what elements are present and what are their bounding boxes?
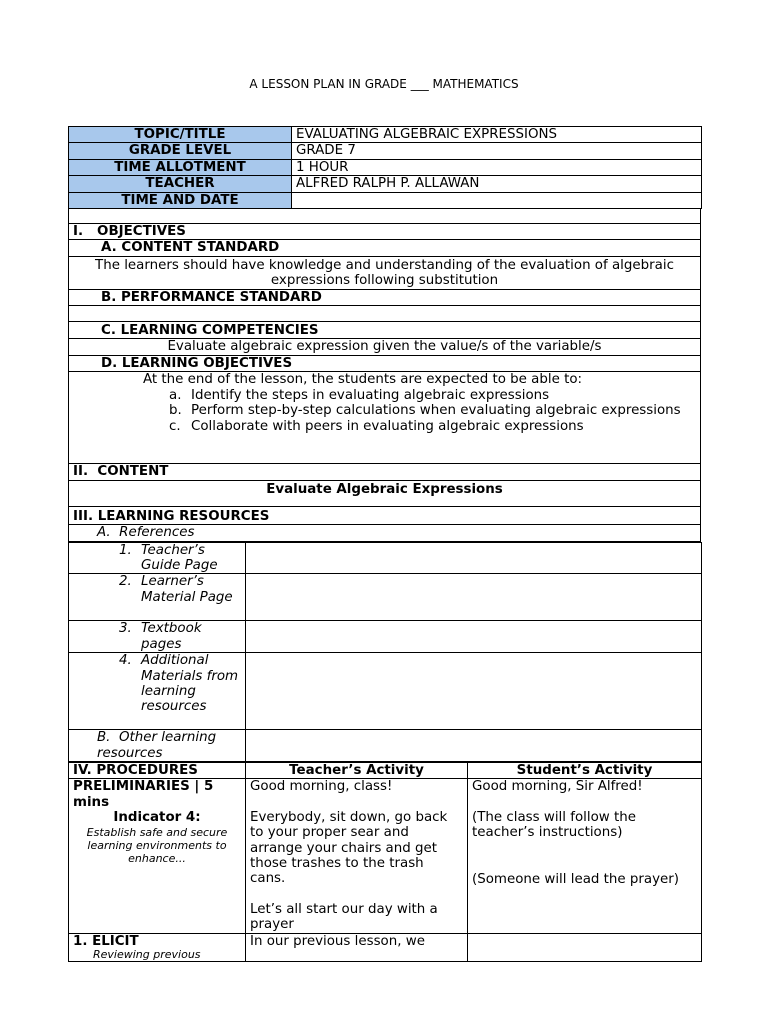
info-label: TIME ALLOTMENT — [69, 159, 292, 175]
references-heading: A. References — [69, 525, 701, 541]
info-value: GRADE 7 — [292, 143, 702, 159]
objectives-heading: I. OBJECTIVES — [69, 224, 701, 240]
info-label: GRADE LEVEL — [69, 143, 292, 159]
info-row-topic — [69, 127, 702, 143]
indicator-text: Establish safe and secure learning environments to enhance... — [86, 825, 228, 865]
lesson-plan-sheet — [68, 126, 701, 962]
list-item: c. Collaborate with peers in evaluating algebraic expressions — [169, 418, 584, 434]
references-value — [246, 574, 702, 621]
info-row-teacher — [69, 176, 702, 192]
student-line: (The class will follow the teacher’s instructions) — [472, 809, 636, 841]
table-row: 2. Learner’s Material Page — [69, 574, 702, 621]
table-row: 1. Teacher’s Guide Page — [69, 542, 702, 574]
objectives-table — [68, 209, 701, 541]
info-value: 1 HOUR — [292, 159, 702, 175]
learning-objectives-intro: At the end of the lesson, the students are expected to be able to: — [143, 372, 583, 388]
references-value — [246, 542, 702, 574]
performance-standard-heading: B. PERFORMANCE STANDARD — [69, 289, 701, 305]
info-value — [292, 192, 702, 208]
performance-standard-text — [69, 306, 701, 322]
student-line: (Someone will lead the prayer) — [472, 871, 679, 887]
indicator-label: Indicator 4: — [113, 810, 201, 826]
teacher-line: Let’s all start our day with a prayer — [250, 901, 438, 933]
references-value — [246, 730, 702, 762]
references-value — [246, 653, 702, 730]
content-standard-heading: A. CONTENT STANDARD — [69, 240, 701, 256]
teacher-col-header: Teacher’s Activity — [246, 762, 468, 778]
info-value: EVALUATING ALGEBRAIC EXPRESSIONS — [292, 127, 702, 143]
learning-objectives-list — [73, 388, 696, 434]
teacher-line: Everybody, sit down, go back to your proper sear and arrange your chairs and get those trashes to the trash cans. — [250, 809, 448, 887]
preliminaries-title: PRELIMINARIES | 5 mins — [73, 779, 214, 810]
table-row: B. Other learning resources — [69, 730, 702, 762]
spacer-row — [69, 209, 701, 224]
preliminaries-row — [69, 779, 702, 933]
content-text: Evaluate Algebraic Expressions — [69, 480, 701, 506]
procedures-header-row — [69, 762, 702, 778]
procedures-heading: IV. PROCEDURES — [69, 762, 246, 778]
learning-objectives-cell — [69, 372, 701, 464]
elicit-teacher: In our previous lesson, we — [246, 933, 468, 961]
learning-objectives-heading: D. LEARNING OBJECTIVES — [69, 355, 701, 371]
info-label: TEACHER — [69, 176, 292, 192]
competencies-text: Evaluate algebraic expression given the value/s of the variable/s — [69, 339, 701, 355]
info-value: ALFRED RALPH P. ALLAWAN — [292, 176, 702, 192]
info-row-time-date — [69, 192, 702, 208]
elicit-student — [468, 933, 702, 961]
references-table — [68, 542, 702, 762]
list-item: b. Perform step-by-step calculations when evaluating algebraic expressions — [169, 403, 681, 419]
elicit-title: 1. ELICIT — [73, 933, 139, 949]
info-label: TOPIC/TITLE — [69, 127, 292, 143]
teacher-line: Good morning, class! — [250, 779, 393, 795]
content-heading: II. CONTENT — [69, 464, 701, 480]
student-line: Good morning, Sir Alfred! — [472, 779, 643, 795]
procedures-table — [68, 762, 702, 962]
references-value — [246, 621, 702, 653]
content-standard-text: The learners should have knowledge and understanding of the evaluation of algebraic expressions following substitution — [69, 256, 701, 289]
elicit-row — [69, 933, 702, 961]
info-row-grade — [69, 143, 702, 159]
info-table — [68, 126, 702, 209]
table-row: 3. Textbook pages — [69, 621, 702, 653]
document-title: A LESSON PLAN IN GRADE ___ MATHEMATICS — [249, 77, 519, 91]
resources-heading: III. LEARNING RESOURCES — [69, 506, 701, 524]
competencies-heading: C. LEARNING COMPETENCIES — [69, 322, 701, 339]
table-row: 4. Additional Materials from learning resources — [69, 653, 702, 730]
info-row-time-allotment — [69, 159, 702, 175]
student-col-header: Student’s Activity — [468, 762, 702, 778]
list-item: a. Identify the steps in evaluating algebraic expressions — [169, 387, 550, 403]
info-label: TIME AND DATE — [69, 192, 292, 208]
elicit-subtitle: Reviewing previous — [93, 948, 201, 961]
